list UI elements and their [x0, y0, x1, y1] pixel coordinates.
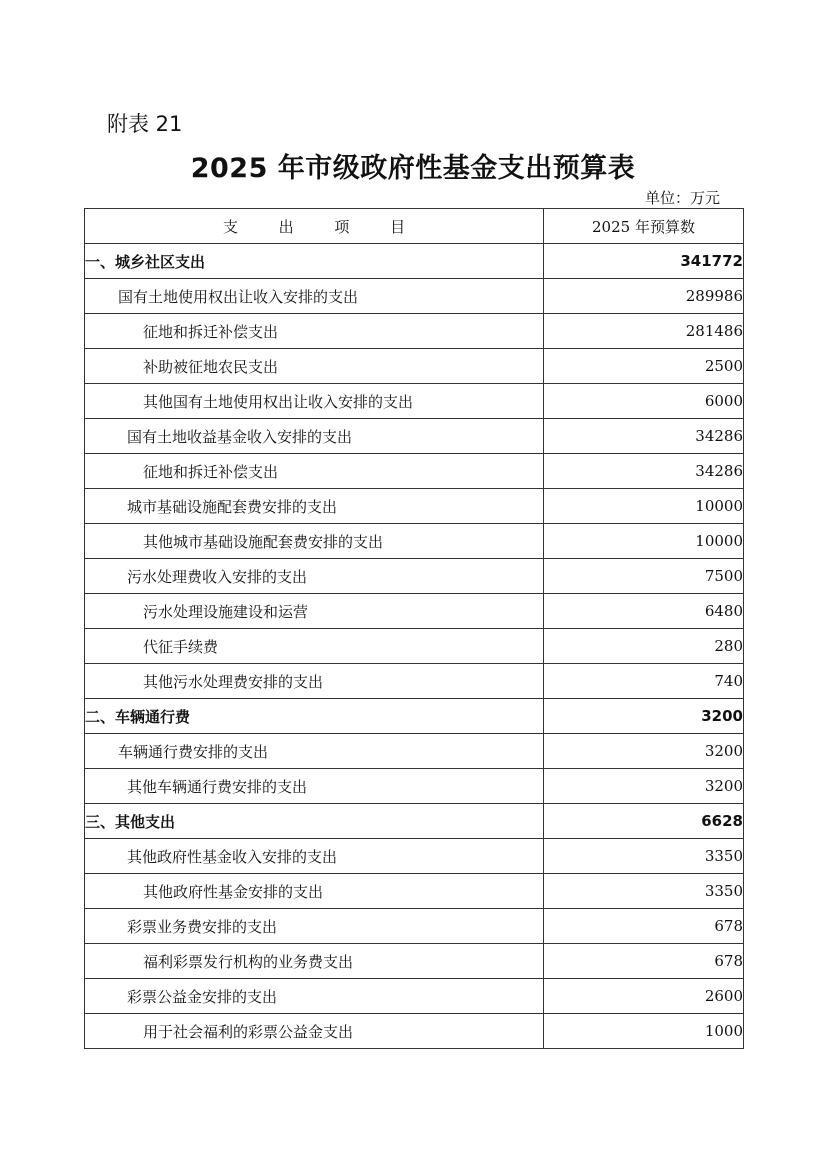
row-item: 补助被征地农民支出 — [85, 349, 544, 384]
row-value: 34286 — [544, 419, 744, 454]
row-value: 34286 — [544, 454, 744, 489]
table-row — [85, 699, 744, 734]
row-item: 彩票业务费安排的支出 — [85, 909, 544, 944]
row-item: 代征手续费 — [85, 629, 544, 664]
header-item: 支 出 项 目 — [85, 209, 544, 244]
row-value: 10000 — [544, 524, 744, 559]
table-row — [85, 804, 744, 839]
page-title: 2025 年市级政府性基金支出预算表 — [190, 153, 636, 184]
row-item: 污水处理设施建设和运营 — [85, 594, 544, 629]
row-value: 3350 — [544, 874, 744, 909]
table-row — [85, 734, 744, 769]
row-item: 其他车辆通行费安排的支出 — [85, 769, 544, 804]
row-value: 678 — [544, 909, 744, 944]
row-value: 740 — [544, 664, 744, 699]
table-row — [85, 419, 744, 454]
row-item: 其他政府性基金收入安排的支出 — [85, 839, 544, 874]
header-budget: 2025 年预算数 — [544, 209, 744, 244]
row-item: 污水处理费收入安排的支出 — [85, 559, 544, 594]
row-item: 三、其他支出 — [85, 804, 544, 839]
row-value: 6000 — [544, 384, 744, 419]
unit-label: 单位：万元 — [644, 189, 720, 207]
row-value: 289986 — [544, 279, 744, 314]
row-value: 7500 — [544, 559, 744, 594]
attachment-label: 附表 21 — [107, 112, 183, 136]
row-value: 6480 — [544, 594, 744, 629]
row-item: 车辆通行费安排的支出 — [85, 734, 544, 769]
table-row — [85, 664, 744, 699]
table-row — [85, 279, 744, 314]
row-item: 城市基础设施配套费安排的支出 — [85, 489, 544, 524]
row-value: 341772 — [544, 244, 744, 279]
row-item: 国有土地收益基金收入安排的支出 — [85, 419, 544, 454]
table-row — [85, 489, 744, 524]
table-row — [85, 769, 744, 804]
table-row — [85, 979, 744, 1014]
table-row — [85, 594, 744, 629]
row-item: 福利彩票发行机构的业务费支出 — [85, 944, 544, 979]
row-value: 3200 — [544, 769, 744, 804]
row-value: 3200 — [544, 734, 744, 769]
row-value: 281486 — [544, 314, 744, 349]
table-row — [85, 944, 744, 979]
row-item: 一、城乡社区支出 — [85, 244, 544, 279]
row-value: 10000 — [544, 489, 744, 524]
table-row — [85, 384, 744, 419]
row-item: 征地和拆迁补偿支出 — [85, 314, 544, 349]
table-row — [85, 244, 744, 279]
table-row — [85, 314, 744, 349]
row-value: 1000 — [544, 1014, 744, 1049]
row-value: 2600 — [544, 979, 744, 1014]
table-row — [85, 524, 744, 559]
table-row — [85, 559, 744, 594]
row-item: 其他国有土地使用权出让收入安排的支出 — [85, 384, 544, 419]
row-item: 彩票公益金安排的支出 — [85, 979, 544, 1014]
row-item: 其他污水处理费安排的支出 — [85, 664, 544, 699]
row-value: 678 — [544, 944, 744, 979]
table-header-row — [85, 209, 744, 244]
row-item: 二、车辆通行费 — [85, 699, 544, 734]
table-row — [85, 1014, 744, 1049]
row-value: 3200 — [544, 699, 744, 734]
row-item: 其他政府性基金安排的支出 — [85, 874, 544, 909]
row-value: 2500 — [544, 349, 744, 384]
table-row — [85, 874, 744, 909]
row-item: 征地和拆迁补偿支出 — [85, 454, 544, 489]
row-item: 其他城市基础设施配套费安排的支出 — [85, 524, 544, 559]
table-row — [85, 629, 744, 664]
table-row — [85, 839, 744, 874]
row-value: 6628 — [544, 804, 744, 839]
row-value: 280 — [544, 629, 744, 664]
row-item: 国有土地使用权出让收入安排的支出 — [85, 279, 544, 314]
table-row — [85, 909, 744, 944]
table-row — [85, 349, 744, 384]
budget-table — [84, 208, 744, 1049]
table-row — [85, 454, 744, 489]
row-value: 3350 — [544, 839, 744, 874]
row-item: 用于社会福利的彩票公益金支出 — [85, 1014, 544, 1049]
